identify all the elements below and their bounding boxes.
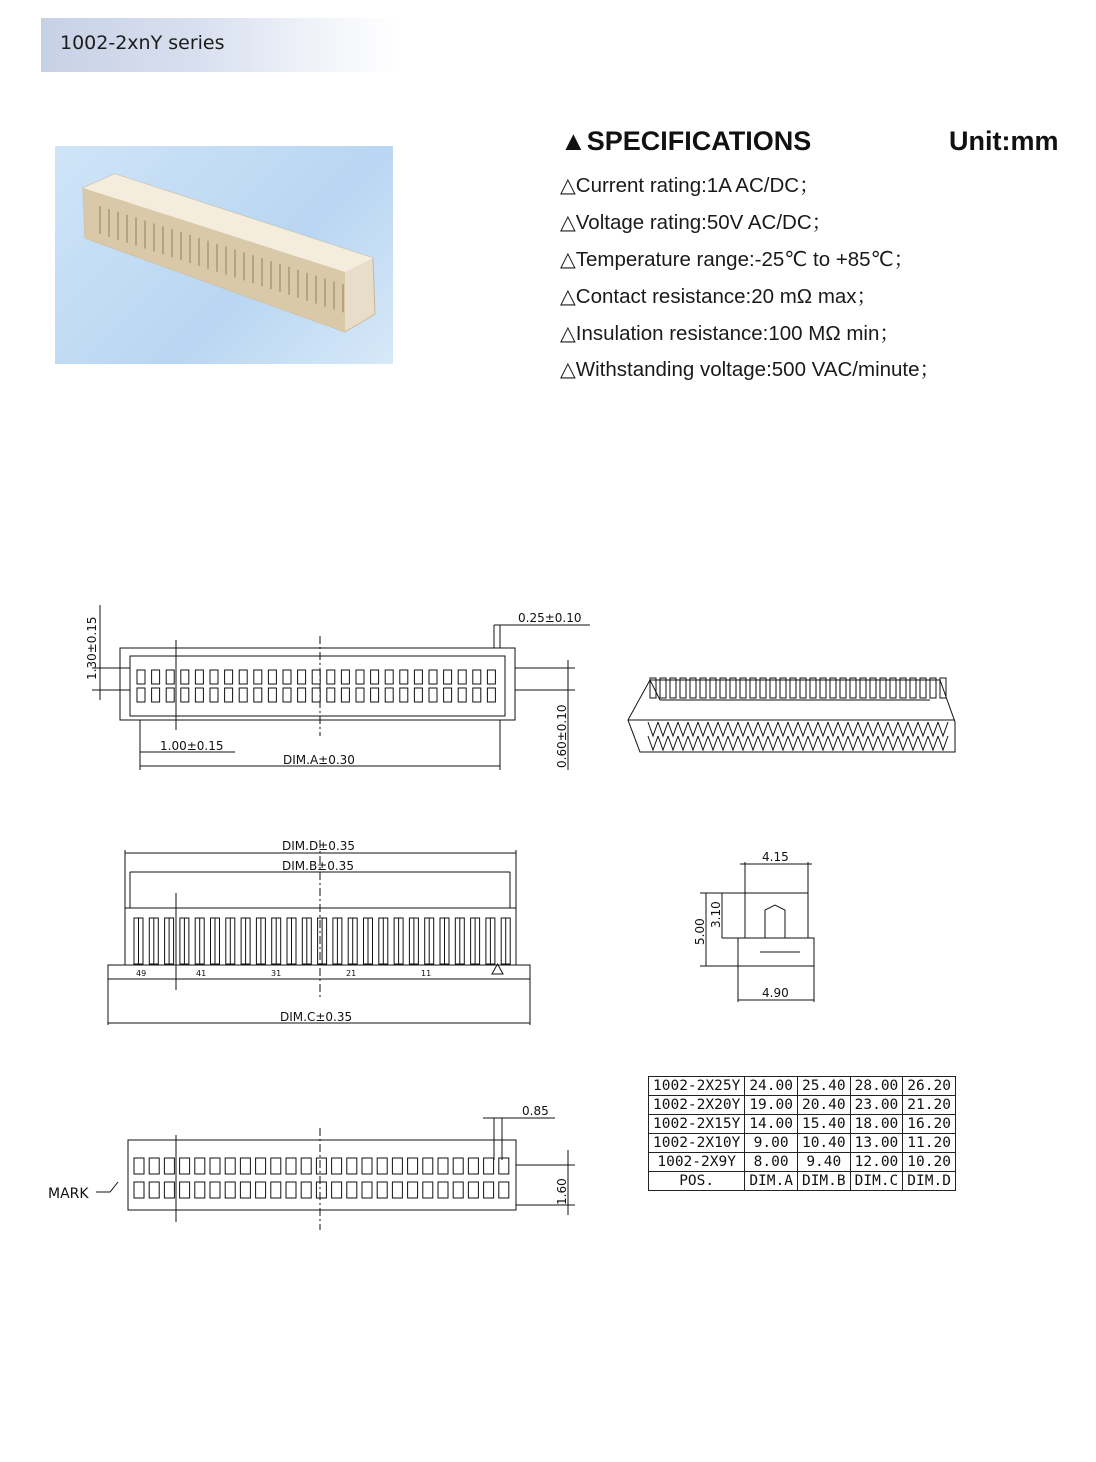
dim-4-90: 4.90 (762, 986, 789, 1000)
spec-insulation-resistance: △Insulation resistance:100 MΩ min； (560, 322, 900, 345)
spec-withstanding-voltage: △Withstanding voltage:500 VAC/minute； (560, 358, 941, 381)
dim-c: DIM.C±0.35 (280, 1010, 353, 1024)
dim-a: DIM.A±0.30 (283, 753, 355, 767)
dim-d: DIM.D±0.35 (282, 839, 355, 853)
specifications-heading: ▲SPECIFICATIONS (560, 126, 812, 156)
spec-contact-resistance: △Contact resistance:20 mΩ max； (560, 285, 878, 308)
mark-label: MARK (48, 1186, 89, 1202)
pin-label-21: 21 (346, 969, 357, 978)
table-header-row: POS. DIM.A DIM.B DIM.C DIM.D (649, 1172, 956, 1191)
series-title: 1002-2xnY series (60, 32, 225, 54)
side-view-drawing (700, 862, 814, 1002)
dim-0-60: 0.60±0.10 (555, 704, 569, 768)
dim-0-25: 0.25±0.10 (518, 611, 582, 625)
table-row: 1002-2X20Y 19.00 20.40 23.00 21.20 (649, 1096, 956, 1115)
pin-label-11: 11 (421, 969, 432, 978)
dim-b: DIM.B±0.35 (282, 859, 354, 873)
dim-3-10: 3.10 (709, 901, 723, 928)
spec-temperature-range: △Temperature range:-25℃ to +85℃； (560, 248, 915, 271)
table-row: 1002-2X9Y 8.00 9.40 12.00 10.20 (649, 1153, 956, 1172)
dim-4-15: 4.15 (762, 850, 789, 864)
isometric-drawing (628, 678, 955, 752)
spec-current-rating: △Current rating:1A AC/DC； (560, 174, 820, 197)
bottom-view-drawing (96, 1118, 575, 1230)
pin-label-41: 41 (196, 969, 207, 978)
spec-voltage-rating: △Voltage rating:50V AC/DC； (560, 211, 833, 234)
dim-1-60: 1.60 (555, 1178, 569, 1205)
table-row: 1002-2X15Y 14.00 15.40 18.00 16.20 (649, 1115, 956, 1134)
dim-0-85: 0.85 (522, 1104, 549, 1118)
pin-label-31: 31 (271, 969, 282, 978)
table-row: 1002-2X25Y 24.00 25.40 28.00 26.20 (649, 1077, 956, 1096)
dimension-table (648, 1076, 956, 1191)
dim-1-00: 1.00±0.15 (160, 739, 224, 753)
pin-label-49: 49 (136, 969, 147, 978)
dim-1-30: 1.30±0.15 (85, 616, 99, 680)
dim-5-00: 5.00 (693, 918, 707, 945)
unit-label: Unit:mm (949, 126, 1059, 156)
table-row: 1002-2X10Y 9.00 10.40 13.00 11.20 (649, 1134, 956, 1153)
